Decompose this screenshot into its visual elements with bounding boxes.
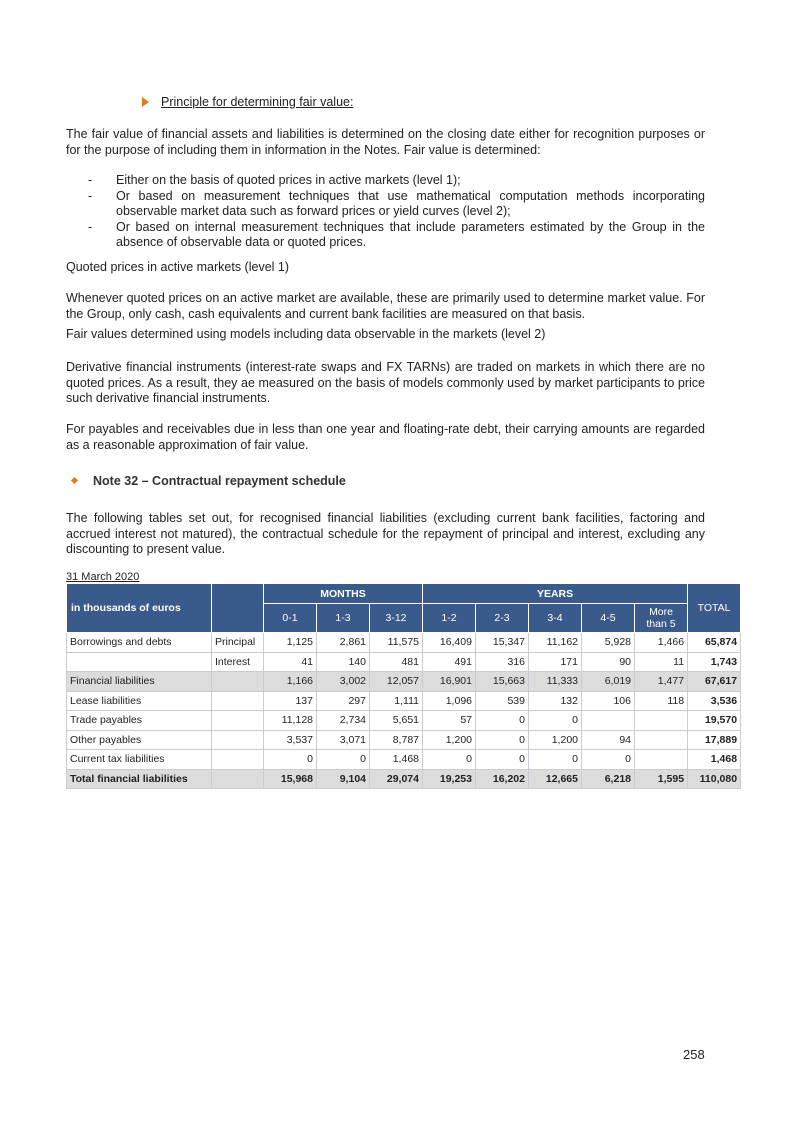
- row-label: Borrowings and debts: [67, 633, 212, 653]
- table-cell: 1,166: [264, 672, 317, 692]
- row-label: [67, 652, 212, 672]
- principle-heading-label: Principle for determining fair value:: [161, 95, 354, 109]
- table-cell: 90: [582, 652, 635, 672]
- note32-heading: [72, 474, 346, 488]
- table-row: [67, 652, 741, 672]
- list-item: - Either on the basis of quoted prices in active markets (level 1);: [88, 173, 461, 187]
- table-cell: 1,595: [635, 769, 688, 789]
- row-sublabel: [212, 711, 264, 731]
- row-label: Lease liabilities: [67, 691, 212, 711]
- table-cell: 316: [476, 652, 529, 672]
- row-total: 110,080: [688, 769, 741, 789]
- table-cell: 9,104: [317, 769, 370, 789]
- table-cell: 3,537: [264, 730, 317, 750]
- principle-intro: The fair value of financial assets and liabilities is determined on the closing date either for recognition purposes or for the purpose of including them in information in the Notes. Fair value is determined:: [66, 127, 705, 157]
- level2-title: Fair values determined using models including data observable in the markets (level 2): [66, 327, 546, 341]
- table-cell: 8,787: [370, 730, 423, 750]
- row-sublabel: [212, 691, 264, 711]
- level1-title: Quoted prices in active markets (level 1): [66, 260, 290, 274]
- row-sublabel: [212, 769, 264, 789]
- table-cell: 12,057: [370, 672, 423, 692]
- table-cell: 15,968: [264, 769, 317, 789]
- table-cell: 1,200: [423, 730, 476, 750]
- table-cell: 3,071: [317, 730, 370, 750]
- row-total: 3,536: [688, 691, 741, 711]
- table-cell: 11: [635, 652, 688, 672]
- table-cell: 11,333: [529, 672, 582, 692]
- table-cell: 106: [582, 691, 635, 711]
- table-cell: 16,202: [476, 769, 529, 789]
- table-cell: 1,466: [635, 633, 688, 653]
- row-label: Total financial liabilities: [67, 769, 212, 789]
- table-cell: 1,200: [529, 730, 582, 750]
- table-row: [67, 633, 741, 653]
- table-row: [67, 750, 741, 770]
- row-label: Financial liabilities: [67, 672, 212, 692]
- level1-text: Whenever quoted prices on an active market are available, these are primarily used to determine market value. For the Group, only cash, cash equivalents and current bank facilities are measured on that basis.: [66, 291, 705, 321]
- table-cell: 11,162: [529, 633, 582, 653]
- months-header: MONTHS: [264, 584, 423, 604]
- table-cell: 1,111: [370, 691, 423, 711]
- row-label: Trade payables: [67, 711, 212, 731]
- row-sublabel: [212, 730, 264, 750]
- list-item: - Or based on internal measurement techniques that include parameters estimated by the Group in the absence of observable data or quoted prices.: [88, 219, 705, 249]
- table-cell: 16,901: [423, 672, 476, 692]
- fair-value-methods-list: [66, 173, 705, 251]
- column-header: 1-3: [317, 604, 370, 633]
- table-cell: 539: [476, 691, 529, 711]
- table-cell: [635, 750, 688, 770]
- table-cell: 0: [529, 750, 582, 770]
- table-cell: 16,409: [423, 633, 476, 653]
- table-cell: 11,128: [264, 711, 317, 731]
- note32-heading-label: Note 32 – Contractual repayment schedule: [93, 474, 346, 488]
- table-date-label: 31 March 2020: [66, 571, 140, 583]
- table-cell: 0: [529, 711, 582, 731]
- table-cell: 2,734: [317, 711, 370, 731]
- table-row: [67, 691, 741, 711]
- table-cell: 94: [582, 730, 635, 750]
- table-body: [67, 633, 741, 789]
- table-cell: 481: [370, 652, 423, 672]
- table-cell: 2,861: [317, 633, 370, 653]
- table-cell: 1,468: [370, 750, 423, 770]
- table-cell: 0: [476, 750, 529, 770]
- total-header: TOTAL: [688, 584, 741, 633]
- note32-intro: The following tables set out, for recognised financial liabilities (excluding current bank facilities, factoring and accrued interest not matured), the contractual schedule for the repayment of principal and interest, excluding any discounting to present value.: [66, 511, 705, 556]
- table-cell: 57: [423, 711, 476, 731]
- table-cell: [635, 730, 688, 750]
- table-cell: 118: [635, 691, 688, 711]
- table-cell: 11,575: [370, 633, 423, 653]
- payables-text: For payables and receivables due in less than one year and floating-rate debt, their carrying amounts are regarded as a reasonable approximation of fair value.: [66, 422, 705, 452]
- column-header: 1-2: [423, 604, 476, 633]
- years-header: YEARS: [423, 584, 688, 604]
- table-cell: 137: [264, 691, 317, 711]
- table-cell: 41: [264, 652, 317, 672]
- table-cell: 0: [476, 711, 529, 731]
- table-cell: 1,125: [264, 633, 317, 653]
- row-total: 65,874: [688, 633, 741, 653]
- row-total: 17,889: [688, 730, 741, 750]
- row-sublabel: Principal: [212, 633, 264, 653]
- table-cell: 29,074: [370, 769, 423, 789]
- table-row: [67, 711, 741, 731]
- table-cell: 1,477: [635, 672, 688, 692]
- table-cell: 6,218: [582, 769, 635, 789]
- table-cell: 297: [317, 691, 370, 711]
- table-cell: [582, 711, 635, 731]
- principle-heading: [142, 95, 353, 109]
- table-cell: 19,253: [423, 769, 476, 789]
- table-cell: 140: [317, 652, 370, 672]
- table-cell: 0: [317, 750, 370, 770]
- table-cell: 15,347: [476, 633, 529, 653]
- table-cell: 1,096: [423, 691, 476, 711]
- row-total: 67,617: [688, 672, 741, 692]
- row-label: Other payables: [67, 730, 212, 750]
- table-cell: 12,665: [529, 769, 582, 789]
- row-sublabel: Interest: [212, 652, 264, 672]
- table-cell: 0: [423, 750, 476, 770]
- column-header: 4-5: [582, 604, 635, 633]
- list-item: - Or based on measurement techniques that use mathematical computation methods incorporating observable market data such as forward prices or yield curves (level 2);: [88, 188, 705, 218]
- level2-text: Derivative financial instruments (interest-rate swaps and FX TARNs) are traded on markets in which there are no quoted prices. As a result, they ae measured on the basis of models commonly used by market participants to price such derivative financial instruments.: [66, 360, 705, 405]
- table-cell: 171: [529, 652, 582, 672]
- table-cell: 5,928: [582, 633, 635, 653]
- table-cell: 0: [476, 730, 529, 750]
- table-row: [67, 672, 741, 692]
- repayment-schedule-table: [66, 583, 741, 789]
- table-cell: 132: [529, 691, 582, 711]
- row-sublabel: [212, 750, 264, 770]
- table-cell: 3,002: [317, 672, 370, 692]
- column-header: 3-4: [529, 604, 582, 633]
- table-row: [67, 769, 741, 789]
- row-total: 1,468: [688, 750, 741, 770]
- column-header: 3-12: [370, 604, 423, 633]
- table-cell: 6,019: [582, 672, 635, 692]
- column-header: More than 5: [635, 604, 688, 633]
- table-cell: 0: [264, 750, 317, 770]
- table-cell: 15,663: [476, 672, 529, 692]
- table-cell: 5,651: [370, 711, 423, 731]
- row-sublabel: [212, 672, 264, 692]
- diamond-bullet-icon: [71, 477, 78, 484]
- row-total: 19,570: [688, 711, 741, 731]
- triangle-bullet-icon: [142, 97, 149, 107]
- row-label: Current tax liabilities: [67, 750, 212, 770]
- table-cell: 491: [423, 652, 476, 672]
- page-number: 258: [683, 1047, 705, 1062]
- row-total: 1,743: [688, 652, 741, 672]
- column-header: 0-1: [264, 604, 317, 633]
- unit-header: in thousands of euros: [67, 584, 212, 633]
- table-row: [67, 730, 741, 750]
- table-cell: [635, 711, 688, 731]
- table-cell: 0: [582, 750, 635, 770]
- subcategory-header: [212, 584, 264, 633]
- column-header: 2-3: [476, 604, 529, 633]
